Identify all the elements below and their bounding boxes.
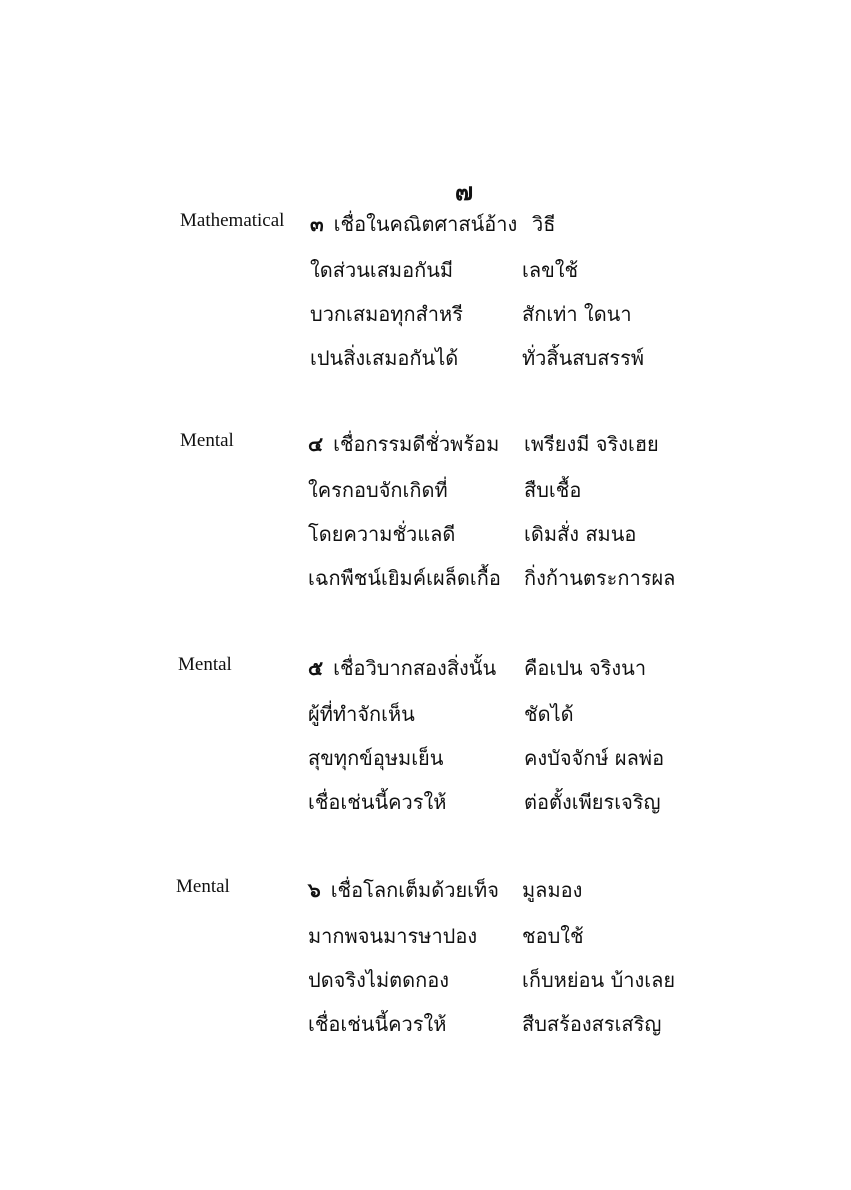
verse-left: เชื่อในคณิตศาสน์อ้าง [333, 212, 518, 236]
stanza-label: Mathematical [180, 210, 285, 231]
stanza-mental-3 [0, 874, 851, 1044]
verse-left: สุขทุกข์อุษมเย็น [308, 746, 444, 770]
verse-right: สืบเชื้อ [524, 478, 582, 502]
stanza-label: Mental [178, 654, 232, 675]
verse-right: คือเปน จริงนา [524, 656, 647, 680]
stanza-label: Mental [176, 876, 230, 897]
verse-right: วิธี [532, 212, 556, 236]
verse-right: เพรียงมี จริงเฮย [524, 432, 659, 456]
verse-left: ปดจริงไม่ตดกอง [308, 968, 450, 992]
verse-left: ใครกอบจักเกิดที่ [308, 478, 448, 502]
stanza-label: Mental [180, 430, 234, 451]
stanza-mental-2 [0, 652, 851, 822]
verse-left: เชื่อเช่นนี้ควรให้ [308, 790, 447, 814]
verse-left: โดยความชั่วแลดี [308, 522, 456, 546]
verse-left: มากพจนมารษาปอง [308, 924, 478, 948]
verse-left: เชื่อกรรมดีชั่วพร้อม [333, 432, 500, 456]
verse-left: เปนสิ่งเสมอกันได้ [310, 346, 459, 370]
verse-left: เชื่อวิบากสองสิ่งนั้น [333, 656, 497, 680]
verse-right: เก็บหย่อน บ้างเลย [522, 968, 676, 992]
stanza-mental-1 [0, 428, 851, 598]
verse-left: เชื่อเช่นนี้ควรให้ [308, 1012, 447, 1036]
verse-right: เดิมสั่ง สมนอ [524, 522, 637, 546]
page-number: ๗ [455, 177, 474, 206]
verse-right: เลขใช้ [522, 258, 579, 282]
verse-left: เชื่อโลกเต็มด้วยเท็จ [330, 878, 499, 902]
verse-left: ผู้ที่ทำจักเห็น [308, 702, 415, 726]
verse-left: เฉกพืชน์เยิมค์เผล็ดเกื้อ [308, 566, 501, 590]
verse-numeral: ๔ [308, 432, 324, 456]
verse-right: สืบสร้องสรเสริญ [522, 1012, 662, 1036]
verse-right: สักเท่า ใดนา [522, 302, 632, 326]
verse-right: มูลมอง [522, 878, 583, 902]
verse-right: ต่อตั้งเพียรเจริญ [524, 790, 661, 814]
verse-right: กิ่งก้านตระการผล [524, 566, 676, 590]
verse-left: บวกเสมอทุกสำหรี [310, 302, 463, 326]
verse-right: คงบัจจักษ์ ผลพ่อ [524, 746, 665, 770]
verse-right: ชัดได้ [524, 702, 574, 726]
verse-numeral: ๖ [308, 878, 321, 902]
verse-right: ทั่วสิ้นสบสรรพ์ [522, 346, 645, 370]
stanza-mathematical [0, 208, 851, 378]
verse-numeral: ๓ [310, 212, 324, 236]
verse-numeral: ๕ [308, 656, 324, 680]
verse-left: ใดส่วนเสมอกันมี [310, 258, 454, 282]
verse-right: ชอบใช้ [522, 924, 584, 948]
